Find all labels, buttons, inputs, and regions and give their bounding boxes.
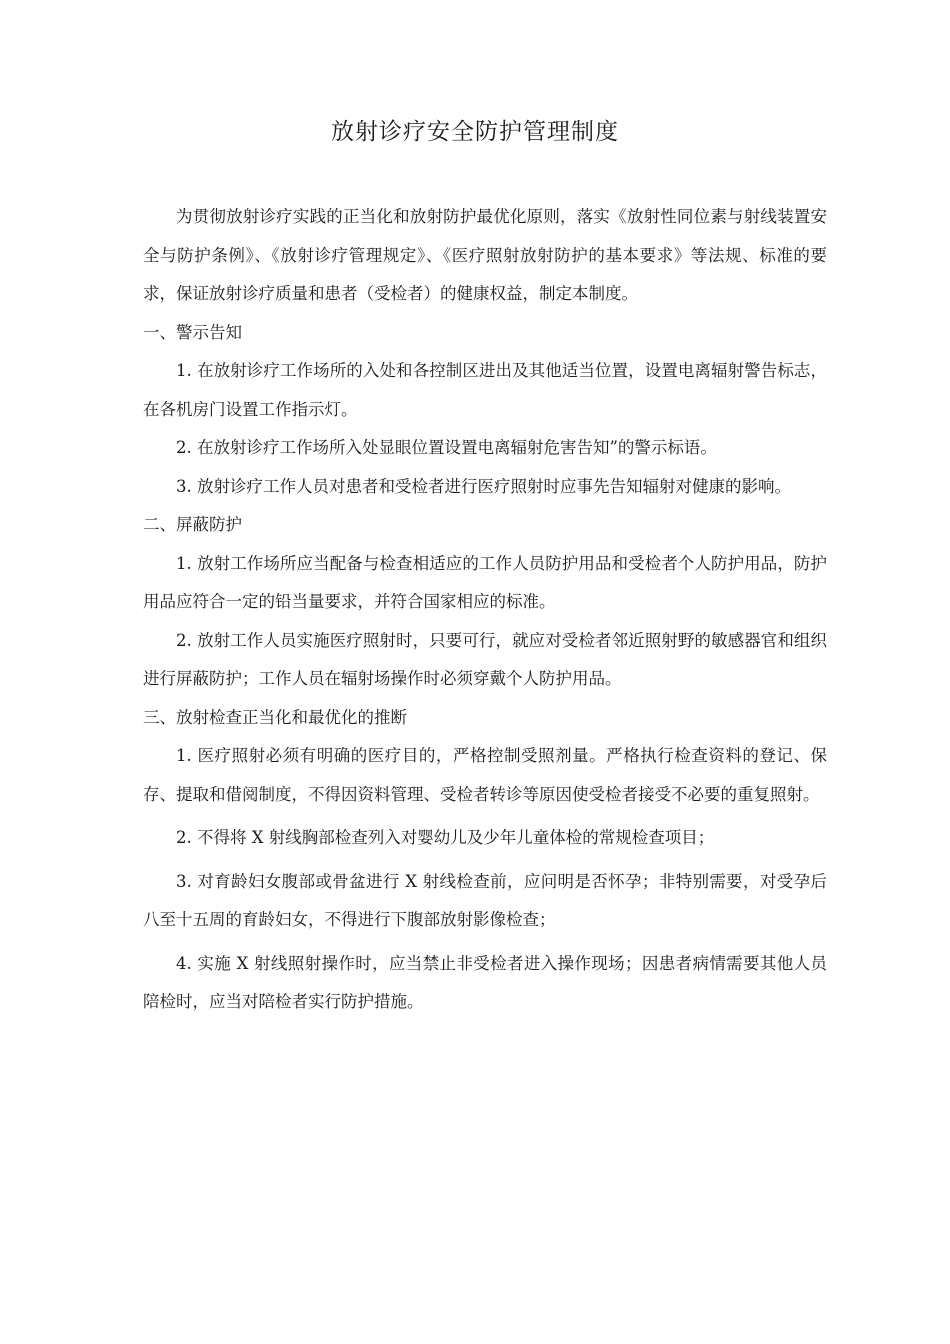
justification-item-1: 1. 医疗照射必须有明确的医疗目的，严格控制受照剂量。严格执行检查资料的登记、保存、提取和借阅制度，不得因资料管理、受检者转诊等原因使受检者接受不必要的重复照射。 bbox=[143, 746, 827, 804]
justification-item-2: 2. 不得将 X 射线胸部检查列入对婴幼儿及少年儿童体检的常规检查项目； bbox=[176, 828, 715, 847]
shielding-item-1: 1. 放射工作场所应当配备与检查相适应的工作人员防护用品和受检者个人防护用品，防护用品应符合一定的铅当量要求，并符合国家相应的标准。 bbox=[143, 553, 827, 611]
document-title: 放射诊疗安全防护管理制度 bbox=[331, 119, 619, 145]
section-heading-shielding: 二、屏蔽防护 bbox=[143, 515, 242, 534]
shielding-item-2: 2. 放射工作人员实施医疗照射时，只要可行，就应对受检者邻近照射野的敏感器官和组织进行屏蔽防护；工作人员在辐射场操作时必须穿戴个人防护用品。 bbox=[143, 630, 827, 688]
warning-item-3: 3. 放射诊疗工作人员对患者和受检者进行医疗照射时应事先告知辐射对健康的影响。 bbox=[176, 476, 791, 496]
section-heading-warning: 一、警示告知 bbox=[143, 322, 242, 342]
justification-item-4: 4. 实施 X 射线照射操作时，应当禁止非受检者进入操作现场；因患者病情需要其他人员陪检时，应当对陪检者实行防护措施。 bbox=[143, 953, 827, 1011]
intro-paragraph: 为贯彻放射诊疗实践的正当化和放射防护最优化原则，落实《放射性同位素与射线装置安全与防护条例》、《放射诊疗管理规定》、《医疗照射放射防护的基本要求》等法规、标准的要求，保证放射诊疗质量和患者（受检者）的健康权益，制定本制度。 bbox=[143, 207, 827, 303]
justification-item-3: 3. 对育龄妇女腹部或骨盆进行 X 射线检查前，应问明是否怀孕；非特别需要，对受孕后八至十五周的育龄妇女，不得进行下腹部放射影像检查； bbox=[143, 871, 827, 929]
section-heading-justification: 三、放射检查正当化和最优化的推断 bbox=[143, 707, 407, 727]
warning-item-1: 1. 在放射诊疗工作场所的入处和各控制区进出及其他适当位置，设置电离辐射警告标志，在各机房门设置工作指示灯。 bbox=[143, 361, 827, 419]
document-body bbox=[143, 198, 827, 1022]
warning-item-2: 2. 在放射诊疗工作场所入处显眼位置设置电离辐射危害告知”的警示标语。 bbox=[176, 438, 717, 457]
